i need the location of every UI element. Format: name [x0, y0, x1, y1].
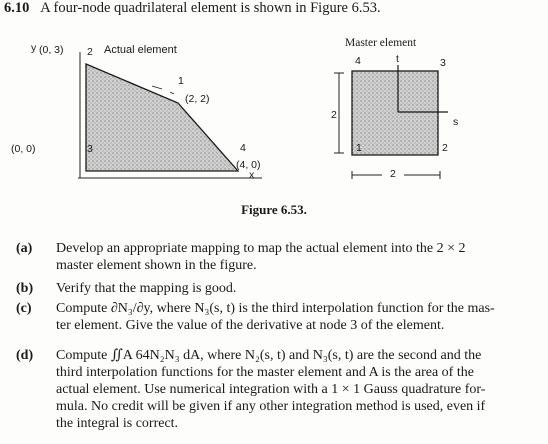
coord-node-3: (0, 0): [11, 143, 36, 155]
figure-6-53: [0, 0, 548, 200]
part-d-line: mula. No credit will be given if any other integration method is used, even if: [56, 399, 486, 414]
part-c-line: ter element. Give the value of the derivative at node 3 of the element.: [56, 318, 445, 333]
node-label-3: 3: [87, 143, 93, 155]
part-d-line: actual element. Use numerical integration with a 1 × 1 Gauss quadrature for-: [56, 382, 486, 397]
problem-statement: A four-node quadrilateral element is shown in Figure 6.53.: [40, 0, 381, 16]
part-b: [16, 280, 532, 297]
coord-node-1: (2, 2): [185, 93, 210, 105]
actual-element-figure: [78, 52, 262, 178]
master-height-label: 2: [331, 109, 337, 121]
master-element-title: Master element: [345, 37, 417, 49]
part-d-label: (d): [16, 348, 34, 363]
coord-node-2: (0, 3): [39, 44, 64, 56]
part-b-line: Verify that the mapping is good.: [56, 281, 237, 296]
master-width-label: 2: [390, 168, 396, 180]
part-d-line: the integral is correct.: [56, 416, 179, 431]
part-c: [16, 300, 532, 334]
part-d: [16, 347, 532, 432]
actual-element-title: Actual element: [104, 44, 177, 56]
problem-number: 6.10: [4, 0, 30, 16]
master-element-shape: [352, 71, 438, 155]
node-label-4: 4: [240, 142, 246, 154]
master-node-label-1: 1: [356, 142, 362, 154]
y-axis-label: y: [31, 42, 37, 54]
part-c-line: Compute ∂N₃/∂y, where N₃(s, t) is the third interpolation function for the mas-: [56, 301, 495, 316]
actual-element-shape: [86, 64, 238, 171]
master-node-label-3: 3: [440, 57, 446, 69]
part-d-line: third interpolation functions for the master element and A is the area of the: [56, 365, 474, 380]
part-a-line: Develop an appropriate mapping to map the actual element into the 2 × 2: [56, 241, 466, 256]
master-node-label-4: 4: [355, 55, 361, 67]
part-a: [16, 240, 532, 274]
part-c-label: (c): [16, 301, 32, 316]
node-label-1: 1: [178, 75, 184, 87]
part-d-line: Compute ∬A 64N₂N₃ dA, where N₂(s, t) and N₃(s, t) are the second and the: [56, 348, 482, 363]
master-node-label-2: 2: [442, 142, 448, 154]
s-axis-label: s: [453, 116, 459, 128]
node-label-2: 2: [87, 46, 93, 58]
part-b-label: (b): [16, 281, 34, 296]
figure-caption: Figure 6.53.: [241, 202, 307, 217]
master-element-figure: [334, 65, 448, 181]
t-axis-label: t: [396, 53, 399, 65]
coord-node-4: (4, 0): [236, 159, 261, 171]
part-a-line: master element shown in the figure.: [56, 258, 257, 273]
part-a-label: (a): [16, 241, 33, 256]
x-axis-label: x: [249, 169, 255, 181]
